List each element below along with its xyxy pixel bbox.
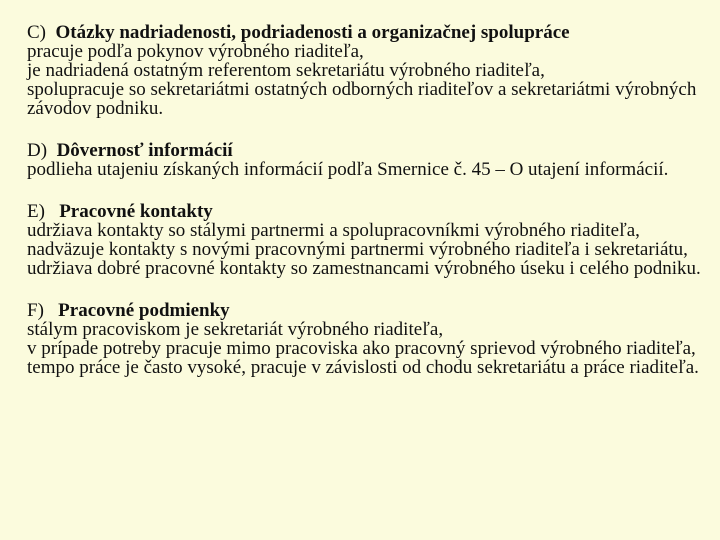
text-line: nadväzuje kontakty s novými pracovnými partnermi výrobného riaditeľa i sekretariátu, bbox=[27, 239, 688, 260]
text-line: pracuje podľa pokynov výrobného riaditeľa, bbox=[27, 41, 364, 62]
section-title: Pracovné kontakty bbox=[59, 201, 213, 222]
document-body bbox=[27, 23, 707, 377]
section-letter: E) bbox=[27, 201, 45, 222]
text-line: je nadriadená ostatným referentom sekretariátu výrobného riaditeľa, bbox=[27, 60, 545, 81]
section-d-confidentiality bbox=[27, 141, 707, 179]
section-title: Otázky nadriadenosti, podriadenosti a organizačnej spolupráce bbox=[55, 22, 570, 43]
text-line: podlieha utajeniu získaných informácií podľa Smernice č. 45 – O utajení informácií. bbox=[27, 159, 669, 180]
text-line: udržiava dobré pracovné kontakty so zamestnancami výrobného úseku i celého podniku. bbox=[27, 258, 701, 279]
section-title: Dôvernosť informácií bbox=[56, 140, 233, 161]
text-line: udržiava kontakty so stálymi partnermi a spolupracovníkmi výrobného riaditeľa, bbox=[27, 220, 640, 241]
section-letter: F) bbox=[27, 300, 44, 321]
section-heading bbox=[27, 202, 707, 221]
text-line: v prípade potreby pracuje mimo pracoviska ako pracovný sprievod výrobného riaditeľa, bbox=[27, 338, 696, 359]
section-title: Pracovné podmienky bbox=[58, 300, 230, 321]
section-c-organizational-relations bbox=[27, 23, 707, 118]
text-line: spolupracuje so sekretariátmi ostatných odborných riaditeľov a sekretariátmi výrobných závodov podniku. bbox=[27, 79, 702, 119]
text-line: tempo práce je často vysoké, pracuje v závislosti od chodu sekretariátu a práce riaditeľa. bbox=[27, 357, 699, 378]
section-letter: D) bbox=[27, 140, 48, 161]
section-heading bbox=[27, 141, 707, 160]
section-e-work-contacts bbox=[27, 202, 707, 278]
section-letter: C) bbox=[27, 22, 46, 43]
section-heading bbox=[27, 23, 707, 42]
section-heading bbox=[27, 301, 707, 320]
text-line: stálym pracoviskom je sekretariát výrobného riaditeľa, bbox=[27, 319, 444, 340]
section-f-work-conditions bbox=[27, 301, 707, 377]
